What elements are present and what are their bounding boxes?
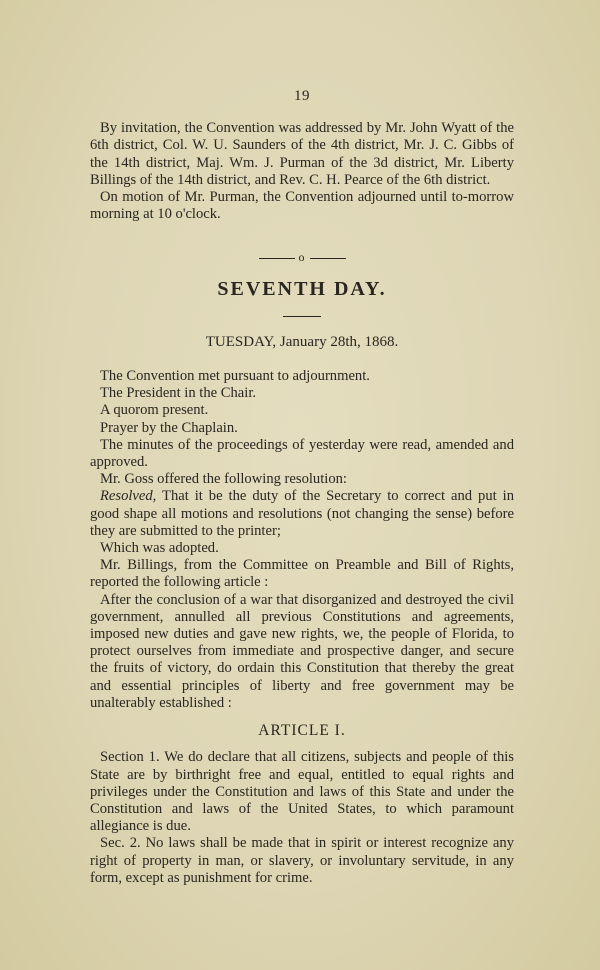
resolution-paragraph bbox=[90, 488, 514, 540]
proceeding-line: Which was adopted. bbox=[100, 540, 219, 557]
section-paragraph: Section 1. We do declare that all citizens, subjects and people of this State are by birthright free and equal, entitled to equal rights and privileges under the Constitution and laws of this State and under the Constitution and laws of the United States, to which paramount allegiance is due. bbox=[90, 749, 514, 835]
section-paragraph: Sec. 2. No laws shall be made that in spirit or interest recognize any right of property in man, or slavery, or involuntary servitude, in any form, except as punishment for crime. bbox=[90, 835, 514, 886]
paragraph-address: By invitation, the Convention was addressed by Mr. John Wyatt of the 6th district, Col. W. U. Saunders of the 4th district, Mr. J. C. Gibbs of the 14th district, Maj. Wm. J. Purman of the 3d district, Mr. Liberty Billings of the 14th district, and Rev. C. H. Pearce of the 6th district. bbox=[90, 120, 514, 188]
separator-line-left bbox=[259, 258, 295, 259]
article-heading: ARTICLE I. bbox=[258, 722, 346, 740]
proceeding-line: The Convention met pursuant to adjournment. bbox=[100, 368, 370, 385]
preamble-paragraph: After the conclusion of a war that disorganized and destroyed the civil government, annulled all previous Constitutions and agreements, imposed new duties and gave new rights, we, the people of Florida, to protect ourselves from immediate and prospective danger, and secure the fruits of victory, do ordain this Constitution that thereby the great and essential principles of liberty and free government may be unalterably established : bbox=[90, 591, 514, 711]
proceeding-line: A quorom present. bbox=[100, 402, 209, 419]
separator-line-right bbox=[310, 258, 346, 259]
page-content bbox=[90, 88, 514, 887]
date-line: TUESDAY, January 28th, 1868. bbox=[205, 333, 399, 350]
committee-report: Mr. Billings, from the Committee on Preamble and Bill of Rights, reported the following article : bbox=[90, 557, 514, 591]
separator-mark: o bbox=[298, 250, 306, 265]
proceeding-line: The President in the Chair. bbox=[100, 385, 257, 402]
proceeding-line: Prayer by the Chaplain. bbox=[100, 419, 238, 436]
paragraph-adjournment: On motion of Mr. Purman, the Convention adjourned until to-morrow morning at 10 o'clock. bbox=[90, 189, 514, 223]
resolution-text: That it be the duty of the Secretary to correct and put in good shape all motions and resolutions (not changing the sense) before they are submitted to the printer; bbox=[90, 488, 514, 539]
proceeding-line: Mr. Goss offered the following resolution: bbox=[100, 471, 347, 488]
page-number: 19 bbox=[294, 88, 310, 104]
proceeding-line: The minutes of the proceedings of yesterday were read, amended and approved. bbox=[90, 436, 514, 471]
title-rule bbox=[283, 316, 321, 317]
day-title: SEVENTH DAY. bbox=[217, 277, 387, 300]
section-separator bbox=[90, 249, 514, 266]
resolution-lead: Resolved, bbox=[100, 488, 157, 505]
